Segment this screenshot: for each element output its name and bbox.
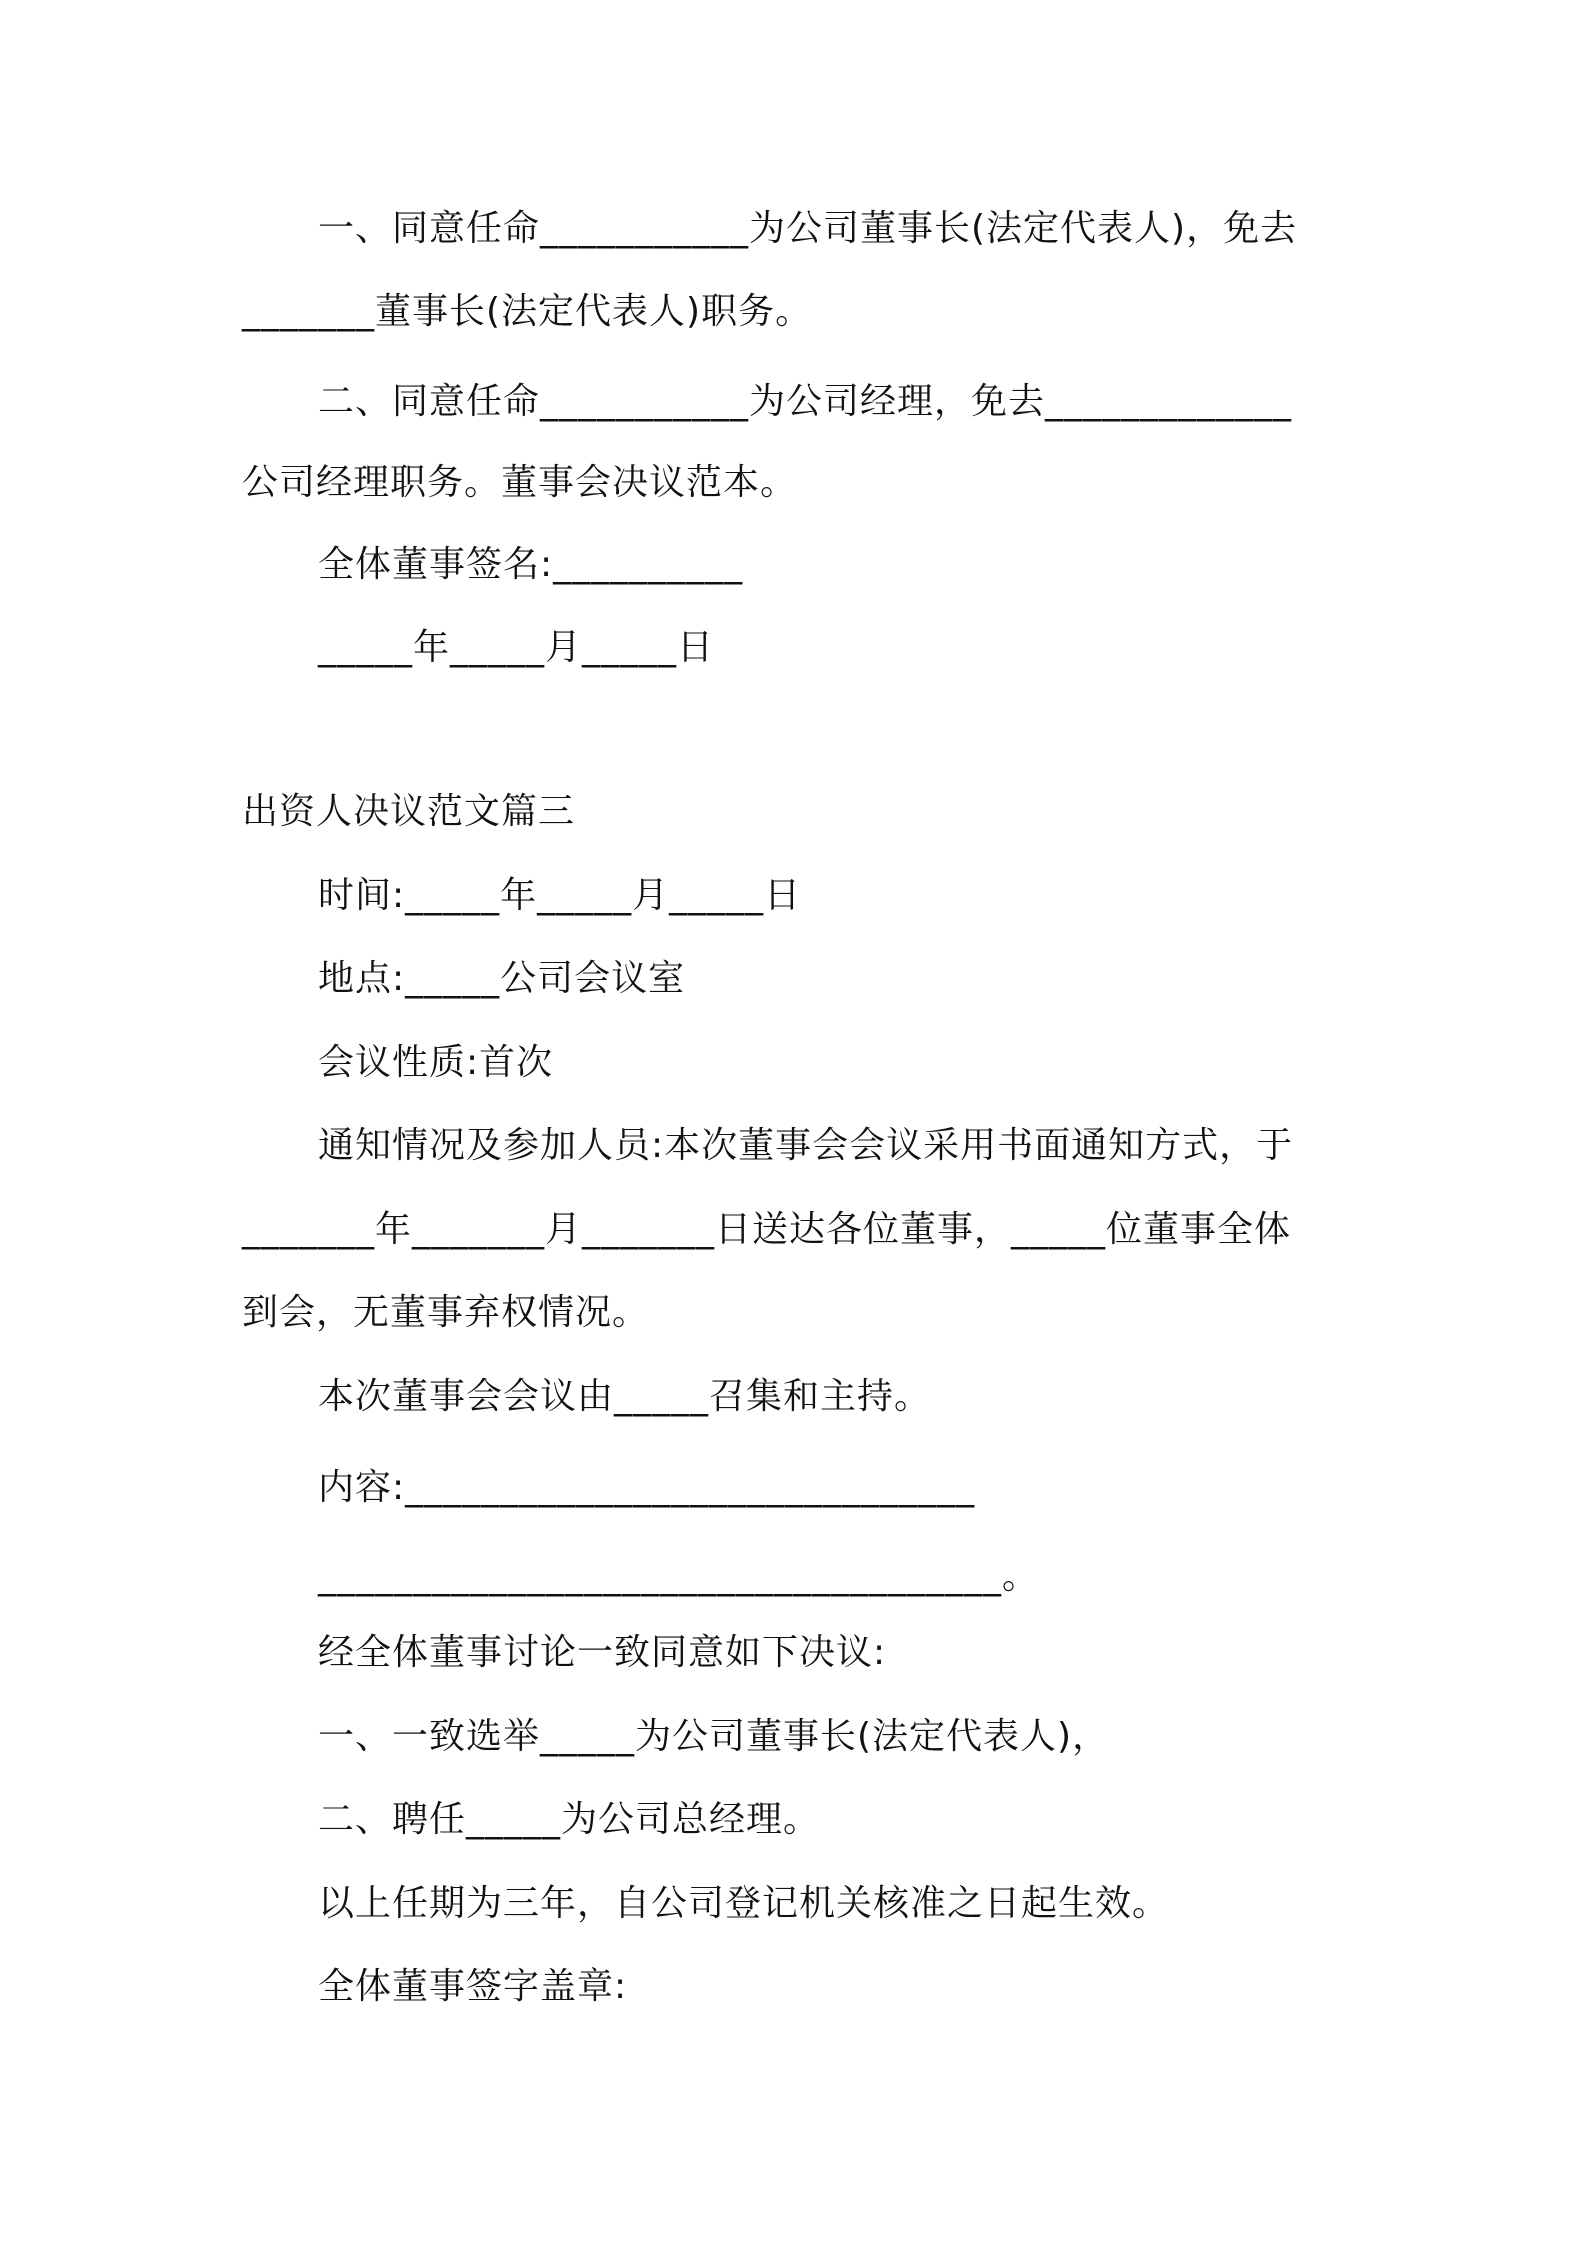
meeting-time: 时间:_____年_____月_____日 xyxy=(318,875,802,916)
resolution-item-1-continued: _______董事长(法定代表人)职务。 xyxy=(242,291,813,332)
resolution-general-manager: 二、聘任_____为公司总经理。 xyxy=(318,1799,821,1840)
date-line: _____年_____月_____日 xyxy=(318,627,715,668)
resolution-item-2: 二、同意任命___________为公司经理，免去_____________ xyxy=(318,381,1293,422)
resolution-item-1: 一、同意任命___________为公司董事长(法定代表人)，免去 xyxy=(318,208,1298,249)
meeting-content-continued: ____________________________________。 xyxy=(318,1556,1039,1597)
meeting-content: 内容:______________________________ xyxy=(318,1467,976,1508)
resolution-intro: 经全体董事讨论一致同意如下决议: xyxy=(318,1632,887,1673)
section-heading: 出资人决议范文篇三 xyxy=(242,791,576,832)
notice-paragraph: 通知情况及参加人员:本次董事会会议采用书面通知方式，于 xyxy=(318,1125,1294,1166)
meeting-convener: 本次董事会会议由_____召集和主持。 xyxy=(318,1376,932,1417)
meeting-nature: 会议性质:首次 xyxy=(318,1042,554,1083)
notice-paragraph-continued-2: 到会，无董事弃权情况。 xyxy=(242,1292,650,1333)
director-signature-line: 全体董事签名:__________ xyxy=(318,544,744,585)
term-of-office: 以上任期为三年，自公司登记机关核准之日起生效。 xyxy=(318,1883,1170,1924)
resolution-chairman: 一、一致选举_____为公司董事长(法定代表人)， xyxy=(318,1716,1110,1757)
signature-and-seal: 全体董事签字盖章: xyxy=(318,1966,628,2007)
meeting-location: 地点:_____公司会议室 xyxy=(318,958,686,999)
notice-paragraph-continued-1: _______年_______月_______日送达各位董事，_____位董事全体 xyxy=(242,1209,1292,1250)
resolution-item-2-continued: 公司经理职务。董事会决议范本。 xyxy=(242,462,798,503)
